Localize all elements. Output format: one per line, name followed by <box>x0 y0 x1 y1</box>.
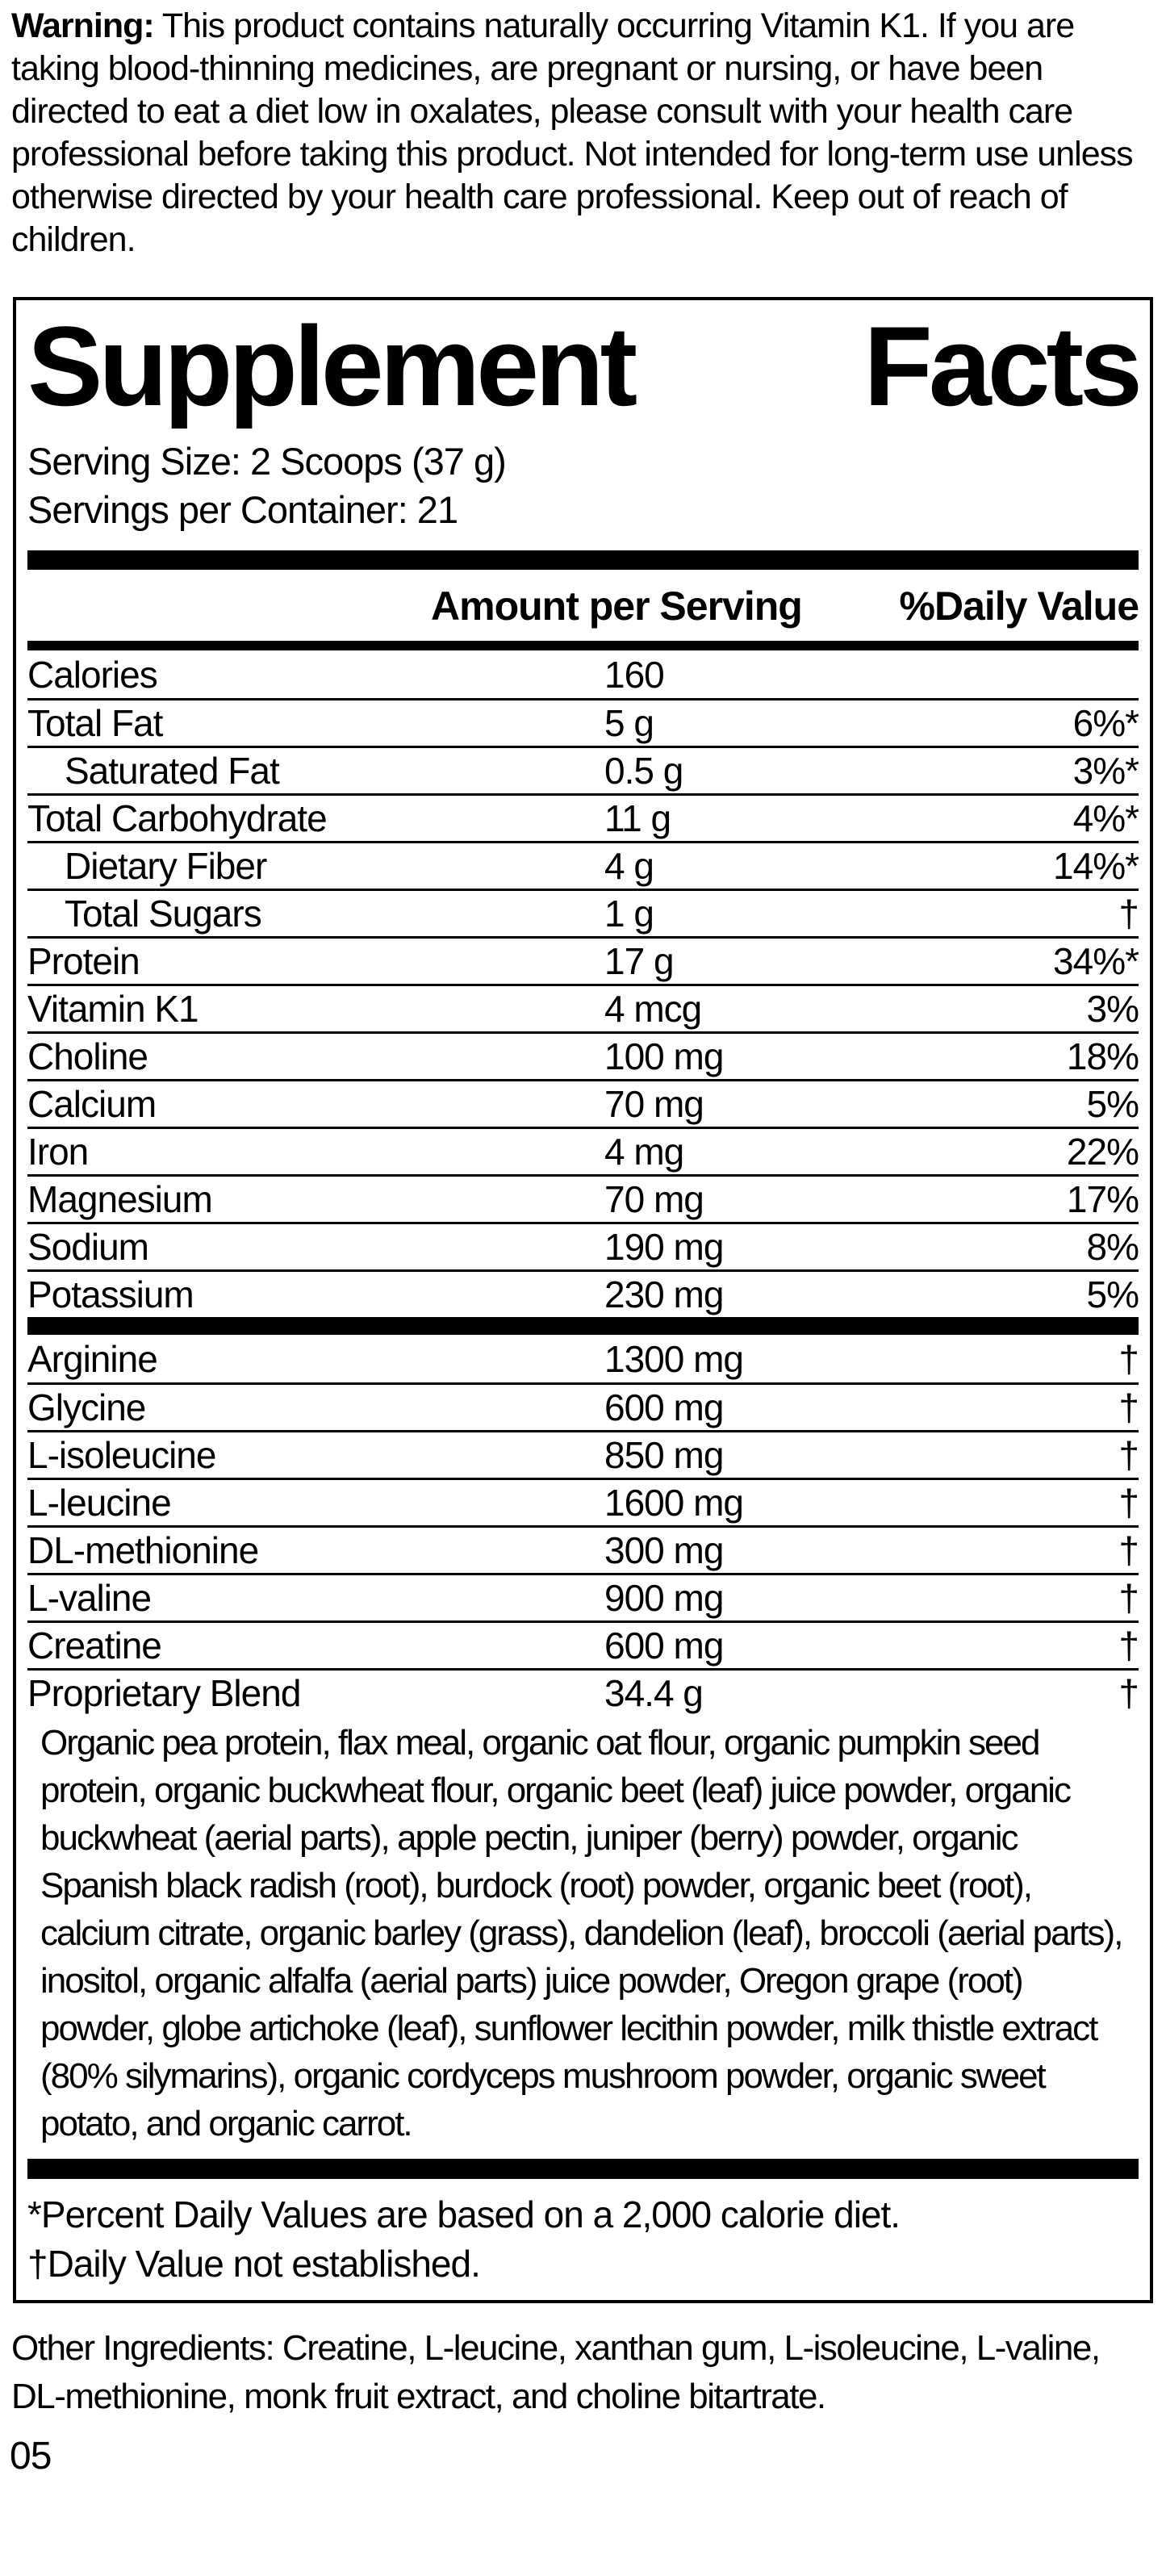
nutrient-daily-value: 5% <box>1086 1273 1139 1316</box>
nutrient-amount: 100 mg <box>604 1035 724 1078</box>
nutrient-amount: 190 mg <box>604 1226 724 1269</box>
nutrient-amount: 600 mg <box>604 1625 724 1667</box>
nutrient-daily-value: † <box>1118 1482 1139 1524</box>
nutrient-daily-value: 3%* <box>1072 750 1139 792</box>
footnote-dagger: †Daily Value not established. <box>27 2243 480 2285</box>
nutrient-row <box>27 1478 1139 1525</box>
nutrient-daily-value: 34%* <box>1053 940 1139 983</box>
nutrient-name: Saturated Fat <box>65 750 279 792</box>
nutrient-row <box>27 793 1139 841</box>
supplement-facts-title <box>27 303 1139 429</box>
nutrient-amount: 900 mg <box>604 1577 724 1620</box>
nutrient-name: Potassium <box>27 1273 194 1316</box>
nutrient-row <box>27 1668 1139 1716</box>
nutrient-amount: 600 mg <box>604 1386 724 1429</box>
nutrient-amount: 4 g <box>604 845 654 888</box>
title-word-facts: Facts <box>863 303 1139 429</box>
nutrient-daily-value: † <box>1118 1625 1139 1667</box>
nutrient-name: Total Fat <box>27 702 163 745</box>
nutrient-amount: 0.5 g <box>604 750 683 792</box>
nutrient-row <box>27 1127 1139 1174</box>
nutrient-daily-value: 14%* <box>1053 845 1139 888</box>
nutrient-row <box>27 698 1139 746</box>
nutrient-row <box>27 746 1139 793</box>
thick-separator-bar <box>27 550 1139 570</box>
nutrient-amount: 70 mg <box>604 1178 704 1221</box>
nutrient-name: Choline <box>27 1035 148 1078</box>
nutrient-daily-value: † <box>1118 1672 1139 1715</box>
nutrient-amount: 17 g <box>604 940 674 983</box>
thick-separator-bar <box>27 2159 1139 2179</box>
nutrient-row <box>27 984 1139 1031</box>
nutrient-row <box>27 1430 1139 1478</box>
nutrient-daily-value: 6%* <box>1072 702 1139 745</box>
nutrient-row <box>27 650 1139 698</box>
warning-paragraph <box>11 5 1155 261</box>
nutrient-amount: 4 mg <box>604 1131 684 1173</box>
nutrient-name: Calories <box>27 653 157 696</box>
nutrient-name: Vitamin K1 <box>27 988 199 1031</box>
nutrient-daily-value: 8% <box>1086 1226 1139 1269</box>
medium-separator-bar <box>27 641 1139 650</box>
page-number: 05 <box>10 2435 52 2478</box>
serving-size: Serving Size: 2 Scoops (37 g) <box>27 440 506 483</box>
warning-label: Warning: <box>11 6 154 45</box>
nutrient-name: Creatine <box>27 1625 161 1667</box>
nutrient-name: Calcium <box>27 1083 157 1126</box>
nutrient-row <box>27 1573 1139 1620</box>
nutrient-daily-value: † <box>1118 1337 1139 1380</box>
nutrient-amount: 5 g <box>604 702 654 745</box>
nutrient-name: L-isoleucine <box>27 1434 216 1477</box>
nutrient-daily-value: † <box>1118 1577 1139 1620</box>
nutrient-daily-value: 17% <box>1066 1178 1139 1221</box>
nutrient-row <box>27 1620 1139 1668</box>
nutrient-amount: 850 mg <box>604 1434 724 1477</box>
nutrient-daily-value: 22% <box>1066 1131 1139 1173</box>
title-word-supplement: Supplement <box>27 303 634 429</box>
other-ingredients: Other Ingredients: Creatine, L-leucine, xanthan gum, L-isoleucine, L-valine, DL-methionine, monk fruit extract, and choline bitartrate. <box>11 2328 1100 2417</box>
nutrient-amount: 1 g <box>604 893 654 935</box>
column-header-amount: Amount per Serving <box>431 583 802 629</box>
supplement-facts-panel <box>13 297 1153 2303</box>
nutrient-daily-value: † <box>1118 1529 1139 1572</box>
supplement-label-page <box>0 5 1166 2478</box>
nutrient-name: DL-methionine <box>27 1529 259 1572</box>
nutrient-name: Sodium <box>27 1226 148 1269</box>
serving-info <box>27 437 1139 534</box>
footnotes <box>27 2179 1139 2289</box>
nutrient-name: Magnesium <box>27 1178 212 1221</box>
nutrient-row <box>27 1174 1139 1222</box>
warning-text: This product contains naturally occurring Vitamin K1. If you are taking blood-thinning medicines, are pregnant or nursing, or have been directed to eat a diet low in oxalates, please consult with your health care professional before taking this product. Not intended for long-term use unless otherwise directed by your health care professional. Keep out of reach of children. <box>11 6 1133 259</box>
thick-separator-bar <box>27 1317 1139 1335</box>
nutrient-name: Protein <box>27 940 140 983</box>
nutrient-amount: 4 mcg <box>604 988 702 1031</box>
nutrient-name: Total Carbohydrate <box>27 797 327 840</box>
nutrient-daily-value: † <box>1118 1386 1139 1429</box>
nutrient-daily-value: † <box>1118 893 1139 935</box>
nutrient-daily-value: 3% <box>1086 988 1139 1031</box>
nutrient-amount: 34.4 g <box>604 1672 703 1715</box>
servings-per-container: Servings per Container: 21 <box>27 488 458 532</box>
nutrient-row <box>27 889 1139 936</box>
nutrient-row <box>27 936 1139 984</box>
nutrient-row <box>27 1269 1139 1317</box>
nutrient-name: Total Sugars <box>65 893 261 935</box>
nutrient-amount: 11 g <box>604 797 671 840</box>
nutrient-row <box>27 1525 1139 1573</box>
nutrient-daily-value: 4%* <box>1072 797 1139 840</box>
nutrient-amount: 160 <box>604 653 664 696</box>
nutrient-row <box>27 841 1139 889</box>
nutrient-name: L-leucine <box>27 1482 171 1524</box>
nutrient-row <box>27 1382 1139 1430</box>
nutrient-amount: 1600 mg <box>604 1482 744 1524</box>
footnote-daily-values: *Percent Daily Values are based on a 2,000 calorie diet. <box>27 2193 901 2236</box>
nutrient-name: Iron <box>27 1131 89 1173</box>
nutrient-amount: 230 mg <box>604 1273 724 1316</box>
nutrient-row <box>27 1031 1139 1079</box>
nutrient-amount: 70 mg <box>604 1083 704 1126</box>
proprietary-blend-ingredients: Organic pea protein, flax meal, organic oat flour, organic pumpkin seed protein, organic buckwheat flour, organic beet (leaf) juice powder, organic buckwheat (aerial parts), apple pectin, juniper (berry) powder, organic Spanish black radish (root), burdock (root) powder, organic beet (root), calcium citrate, organic barley (grass), dandelion (leaf), broccoli (aerial parts), inositol, organic alfalfa (aerial parts) juice powder, Oregon grape (root) powder, globe artichoke (leaf), sunflower lecithin powder, milk thistle extract (80% silymarins), organic cordyceps mushroom powder, organic sweet potato, and organic carrot. <box>40 1723 1122 2144</box>
nutrient-amount: 300 mg <box>604 1529 724 1572</box>
nutrient-amount: 1300 mg <box>604 1337 744 1380</box>
table-header-row <box>27 570 1139 641</box>
nutrient-daily-value: 5% <box>1086 1083 1139 1126</box>
nutrient-name: Glycine <box>27 1386 146 1429</box>
nutrient-daily-value: 18% <box>1066 1035 1139 1078</box>
nutrient-name: Dietary Fiber <box>65 845 267 888</box>
nutrient-name: Arginine <box>27 1337 157 1380</box>
nutrient-daily-value: † <box>1118 1434 1139 1477</box>
nutrient-row <box>27 1222 1139 1269</box>
nutrient-row <box>27 1335 1139 1382</box>
nutrient-name: Proprietary Blend <box>27 1672 301 1715</box>
nutrient-row <box>27 1079 1139 1127</box>
nutrient-name: L-valine <box>27 1577 152 1620</box>
column-header-daily-value: %Daily Value <box>899 583 1139 629</box>
